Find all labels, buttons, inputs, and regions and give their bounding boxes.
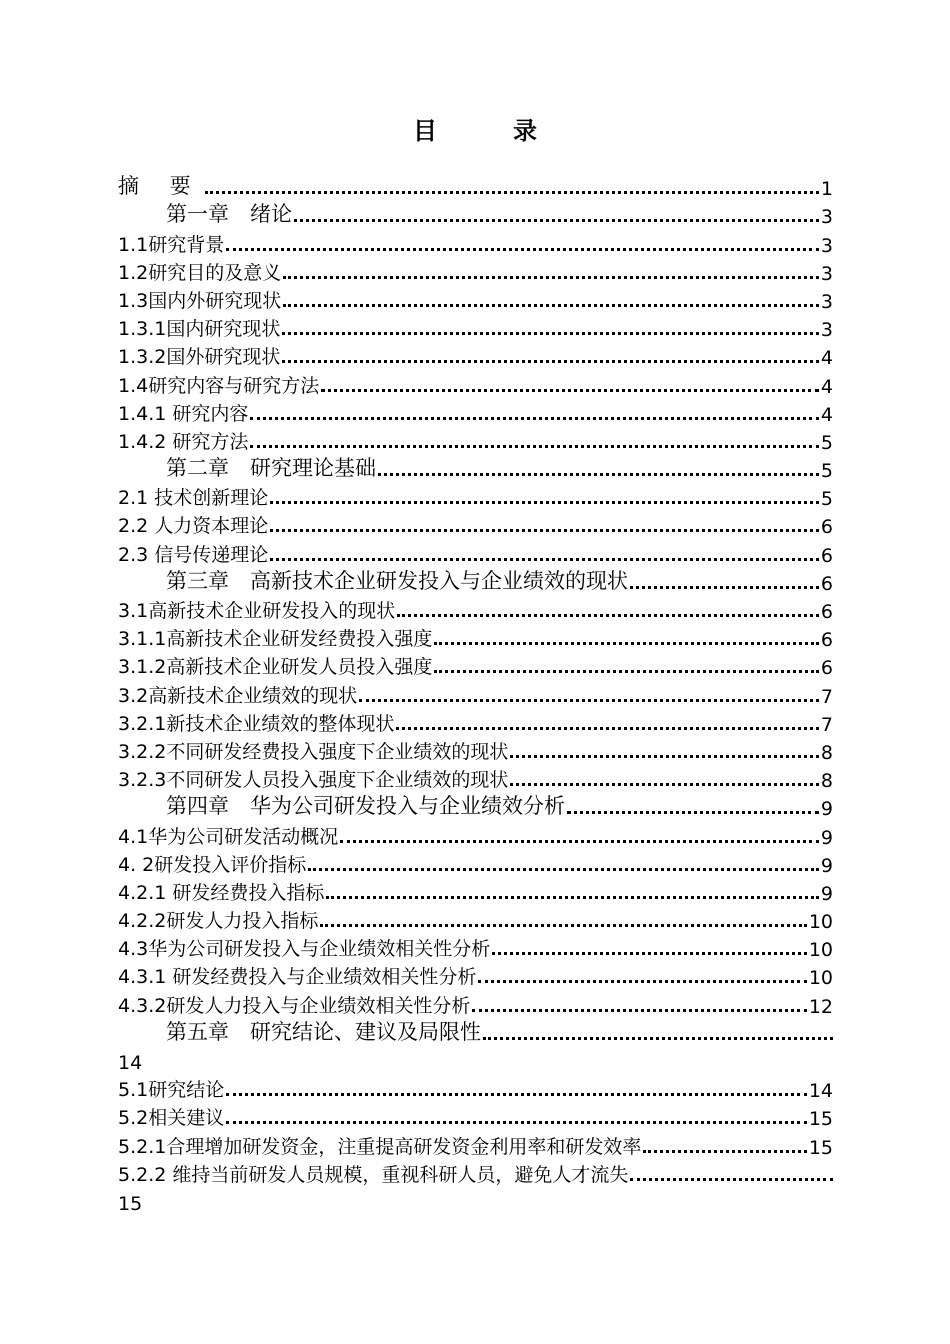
toc-entry[interactable] — [118, 1074, 833, 1102]
toc-entry[interactable] — [118, 228, 833, 256]
toc-page-number: 5 — [820, 431, 833, 454]
dot-leader — [643, 1150, 806, 1153]
toc-entry[interactable] — [118, 426, 833, 454]
toc-entry-label: 2.3 信号传递理论 — [118, 543, 269, 566]
toc-entry[interactable] — [118, 905, 833, 933]
toc-page-number: 6 — [820, 516, 833, 539]
toc-entry[interactable] — [118, 482, 833, 510]
toc-entry[interactable] — [118, 1187, 833, 1215]
toc-entry[interactable] — [118, 200, 833, 228]
toc-entry-label: 1.4.2 研究方法 — [118, 430, 249, 453]
toc-entry-label: 4. 2研发投入评价指标 — [118, 853, 307, 876]
toc-page-number: 15 — [808, 1108, 833, 1131]
toc-entry-label: 摘 要 — [118, 174, 203, 199]
table-of-contents — [118, 172, 833, 1215]
toc-entry-label: 3.2高新技术企业绩效的现状 — [118, 684, 358, 707]
toc-page-number: 7 — [820, 685, 833, 708]
toc-entry[interactable] — [118, 285, 833, 313]
dot-leader — [567, 811, 819, 814]
toc-entry-label: 3.1高新技术企业研发投入的现状 — [118, 600, 396, 622]
dot-leader — [396, 727, 819, 730]
dot-leader — [472, 1009, 806, 1012]
toc-page-number: 10 — [808, 939, 833, 962]
toc-entry[interactable] — [118, 341, 833, 369]
toc-entry[interactable] — [118, 538, 833, 566]
toc-entry-label: 4.1华为公司研发活动概况 — [118, 825, 339, 848]
dot-leader — [226, 1093, 807, 1096]
toc-page-number: 3 — [820, 262, 833, 285]
toc-entry[interactable] — [118, 736, 833, 764]
toc-entry-label: 5.2.1合理增加研发资金，注重提高研发资金利用率和研发效率 — [118, 1135, 642, 1158]
dot-leader — [270, 558, 819, 561]
toc-page-number: 6 — [820, 629, 833, 652]
toc-page-number: 6 — [820, 657, 833, 680]
toc-entry-label: 1.4研究内容与研究方法 — [118, 374, 320, 397]
toc-page-number: 1 — [820, 178, 833, 201]
toc-entry[interactable] — [118, 510, 833, 538]
toc-entry[interactable] — [118, 849, 833, 877]
toc-page-number: 15 — [808, 1136, 833, 1159]
toc-entry[interactable] — [118, 708, 833, 736]
dot-leader — [630, 1178, 833, 1181]
toc-entry[interactable] — [118, 820, 833, 848]
toc-entry[interactable] — [118, 454, 833, 482]
dot-leader — [308, 868, 819, 871]
dot-leader — [294, 219, 819, 222]
dot-leader — [270, 501, 819, 504]
toc-page-number: 6 — [820, 572, 833, 595]
toc-entry-label: 第二章 研究理论基础 — [166, 456, 376, 481]
toc-page-number: 3 — [820, 206, 833, 229]
toc-entry[interactable] — [118, 764, 833, 792]
toc-page-number: 5 — [820, 460, 833, 483]
toc-entry-label: 4.2.1 研发经费投入指标 — [118, 881, 325, 904]
toc-entry[interactable] — [118, 1102, 833, 1130]
toc-entry-label: 1.3.1国内研究现状 — [118, 318, 281, 341]
toc-entry[interactable] — [118, 623, 833, 651]
toc-page-number: 14 — [808, 1080, 833, 1103]
toc-page-number: 9 — [820, 882, 833, 905]
toc-page-number: 6 — [820, 544, 833, 567]
toc-entry-label: 3.2.1新技术企业绩效的整体现状 — [118, 712, 395, 735]
toc-page-number: 4 — [820, 403, 833, 426]
dot-leader — [250, 445, 819, 448]
toc-entry-label: 4.3.2研发人力投入与企业绩效相关性分析 — [118, 994, 471, 1017]
toc-entry[interactable] — [118, 257, 833, 285]
toc-entry-label: 1.1研究背景 — [118, 233, 225, 256]
dot-leader — [397, 614, 819, 617]
dot-leader — [340, 840, 819, 843]
toc-entry[interactable] — [118, 651, 833, 679]
dot-leader — [359, 699, 819, 702]
dot-leader — [492, 952, 807, 955]
toc-entry[interactable] — [118, 1130, 833, 1158]
toc-entry[interactable] — [118, 398, 833, 426]
toc-page-number: 7 — [820, 713, 833, 736]
toc-entry-label: 3.1.1高新技术企业研发经费投入强度 — [118, 628, 433, 651]
toc-entry-label: 5.2相关建议 — [118, 1107, 225, 1130]
toc-entry-label: 第五章 研究结论、建议及局限性 — [166, 1019, 481, 1044]
toc-page-number: 10 — [808, 967, 833, 990]
toc-entry[interactable] — [118, 961, 833, 989]
dot-leader — [510, 755, 819, 758]
toc-title: 目 录 — [413, 117, 563, 145]
dot-leader — [630, 586, 819, 589]
toc-entry-label: 第四章 华为公司研发投入与企业绩效分析 — [166, 794, 565, 819]
dot-leader — [226, 248, 819, 251]
dot-leader — [321, 389, 819, 392]
toc-entry-label: 4.2.2研发人力投入指标 — [118, 910, 319, 933]
dot-leader — [226, 1121, 807, 1124]
toc-page-number: 9 — [820, 798, 833, 821]
toc-entry[interactable] — [118, 877, 833, 905]
dot-leader — [205, 191, 819, 194]
toc-entry-label: 14 — [118, 1052, 143, 1074]
toc-entry-label: 5.2.2 维持当前研发人员规模，重视科研人员，避免人才流失 — [118, 1163, 629, 1186]
dot-leader — [283, 304, 819, 307]
dot-leader — [326, 896, 819, 899]
toc-page-number: 3 — [820, 234, 833, 257]
toc-page-number: 10 — [808, 911, 833, 934]
toc-entry-label: 3.2.2不同研发经费投入强度下企业绩效的现状 — [118, 740, 509, 763]
toc-entry-label: 2.2 人力资本理论 — [118, 515, 269, 538]
toc-entry-label: 1.3.2国外研究现状 — [118, 346, 281, 369]
dot-leader — [250, 417, 819, 420]
toc-page-number: 4 — [820, 347, 833, 370]
toc-page-number: 9 — [820, 854, 833, 877]
dot-leader — [282, 332, 819, 335]
toc-entry-label: 第三章 高新技术企业研发投入与企业绩效的现状 — [166, 568, 628, 593]
toc-entry-label: 第一章 绪论 — [166, 202, 292, 227]
toc-entry[interactable] — [118, 172, 833, 200]
toc-page-number: 3 — [820, 319, 833, 342]
toc-entry[interactable] — [118, 595, 833, 623]
toc-entry-label: 2.1 技术创新理论 — [118, 487, 269, 510]
toc-entry-label: 1.4.1 研究内容 — [118, 402, 249, 425]
toc-entry-label: 15 — [118, 1192, 143, 1215]
toc-entry[interactable] — [118, 679, 833, 707]
toc-entry[interactable] — [118, 369, 833, 397]
dot-leader — [283, 276, 819, 279]
toc-entry[interactable] — [118, 313, 833, 341]
dot-leader — [434, 642, 819, 645]
toc-entry-label: 1.2研究目的及意义 — [118, 261, 282, 284]
dot-leader — [320, 924, 806, 927]
toc-page-number: 6 — [820, 601, 833, 623]
toc-page-number: 12 — [808, 995, 833, 1018]
toc-entry-label: 5.1研究结论 — [118, 1079, 225, 1102]
toc-entry[interactable] — [118, 567, 833, 595]
toc-entry[interactable] — [118, 792, 833, 820]
toc-entry-label: 3.2.3不同研发人员投入强度下企业绩效的现状 — [118, 769, 509, 792]
toc-page-number: 8 — [820, 741, 833, 764]
toc-entry[interactable] — [118, 1046, 833, 1074]
toc-entry-label: 4.3华为公司研发投入与企业绩效相关性分析 — [118, 938, 491, 961]
toc-page-number: 8 — [820, 770, 833, 793]
toc-page-number: 3 — [820, 290, 833, 313]
toc-page-number: 5 — [820, 488, 833, 511]
dot-leader — [282, 360, 819, 363]
dot-leader — [478, 980, 806, 983]
dot-leader — [434, 670, 819, 673]
dot-leader — [270, 529, 819, 532]
dot-leader — [378, 473, 819, 476]
toc-entry[interactable] — [118, 1159, 833, 1187]
toc-entry-label: 3.1.2高新技术企业研发人员投入强度 — [118, 656, 433, 679]
dot-leader — [483, 1037, 833, 1040]
toc-page-number: 4 — [820, 375, 833, 398]
toc-entry[interactable] — [118, 989, 833, 1017]
toc-entry-label: 1.3国内外研究现状 — [118, 289, 282, 312]
toc-entry[interactable] — [118, 933, 833, 961]
toc-entry-label: 4.3.1 研发经费投入与企业绩效相关性分析 — [118, 966, 477, 989]
toc-page-number: 9 — [820, 826, 833, 849]
dot-leader — [510, 783, 819, 786]
toc-entry[interactable] — [118, 1018, 833, 1046]
